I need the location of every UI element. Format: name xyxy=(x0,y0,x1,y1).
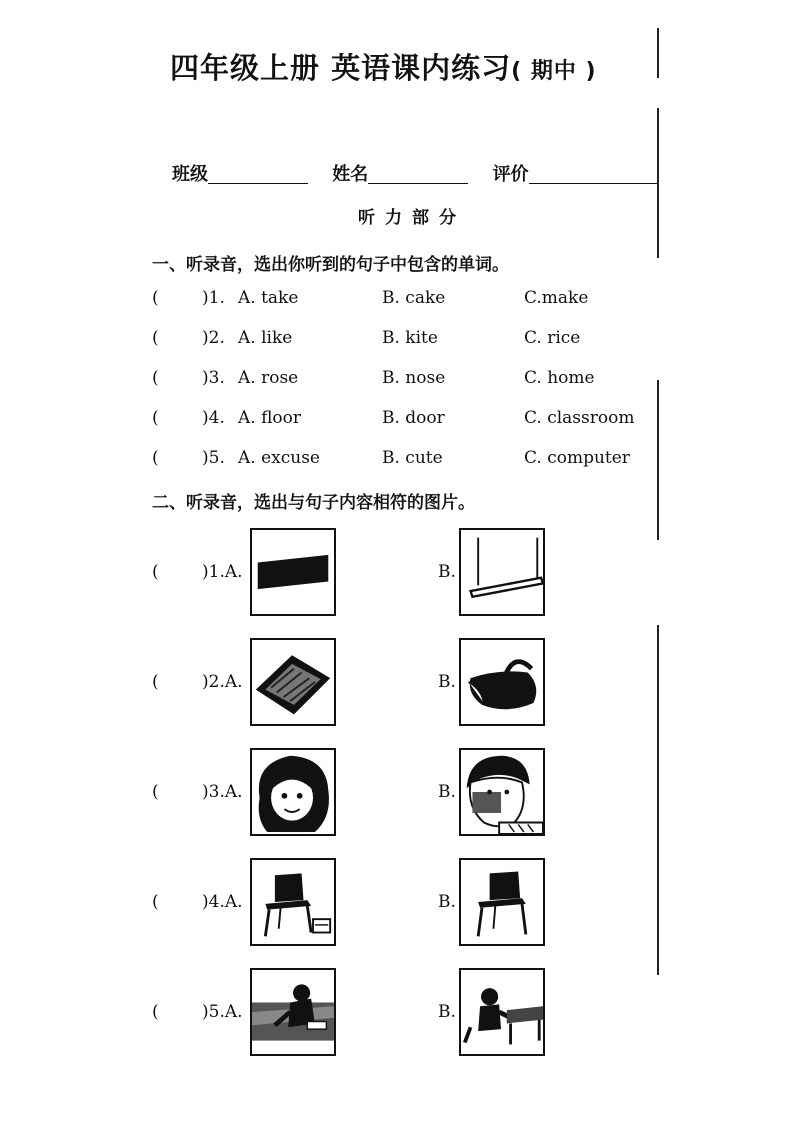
margin-line xyxy=(657,625,659,975)
option-c: C. home xyxy=(524,368,595,388)
boy-portrait-picture[interactable] xyxy=(459,748,545,836)
answer-blank[interactable]: ( xyxy=(152,368,159,388)
margin-line xyxy=(657,380,659,540)
answer-blank[interactable]: ( xyxy=(152,1002,159,1022)
grade-label: 评价 xyxy=(492,164,529,185)
answer-blank[interactable]: ( xyxy=(152,288,159,308)
option-b: B. cake xyxy=(382,288,446,308)
class-label: 班级 xyxy=(172,164,208,185)
ceiling-light-picture[interactable] xyxy=(459,528,545,616)
question-row xyxy=(152,368,652,392)
option-b-label: B. xyxy=(438,1002,456,1022)
answer-blank[interactable]: ( xyxy=(152,562,159,582)
answer-blank[interactable]: ( xyxy=(152,448,159,468)
question-row xyxy=(152,408,652,432)
question-number: )1. xyxy=(202,288,225,308)
answer-blank[interactable]: ( xyxy=(152,672,159,692)
margin-line xyxy=(657,28,659,78)
picture-question-row xyxy=(152,858,652,950)
blackboard-picture[interactable] xyxy=(250,528,336,616)
option-a: A. excuse xyxy=(238,448,320,468)
class-input-line[interactable] xyxy=(208,163,308,184)
question-row xyxy=(152,328,652,352)
question-number: )3. xyxy=(202,368,225,388)
picture-question-row xyxy=(152,748,652,840)
title-term: ( 期中 ) xyxy=(511,59,597,84)
option-b: B. nose xyxy=(382,368,446,388)
chair-with-box-picture[interactable] xyxy=(250,858,336,946)
answer-blank[interactable]: ( xyxy=(152,408,159,428)
picture-frame-picture[interactable] xyxy=(250,638,336,726)
option-c: C. computer xyxy=(524,448,630,468)
name-input-line[interactable] xyxy=(368,163,468,184)
part1-heading: 一、听录音，选出你听到的句子中包含的单词。 xyxy=(152,255,509,275)
option-b-label: B. xyxy=(438,892,456,912)
title-main: 四年级上册 英语课内练习 xyxy=(170,51,512,85)
answer-blank[interactable]: ( xyxy=(152,328,159,348)
picture-question-row xyxy=(152,528,652,620)
option-b-label: B. xyxy=(438,672,456,692)
option-b: B. kite xyxy=(382,328,438,348)
section-title: 听力部分 xyxy=(358,208,466,228)
option-b: B. cute xyxy=(382,448,443,468)
margin-line xyxy=(657,108,659,258)
schoolbag-picture[interactable] xyxy=(459,638,545,726)
student-info-row xyxy=(172,160,657,186)
question-number: )5.A. xyxy=(202,1002,243,1022)
question-number: )4.A. xyxy=(202,892,243,912)
grade-input-line[interactable] xyxy=(529,163,657,184)
option-c: C.make xyxy=(524,288,589,308)
boy-sweeping-desk-picture[interactable] xyxy=(459,968,545,1056)
name-label: 姓名 xyxy=(332,164,369,185)
picture-question-row xyxy=(152,638,652,730)
question-number: )2.A. xyxy=(202,672,243,692)
option-b-label: B. xyxy=(438,782,456,802)
question-number: )5. xyxy=(202,448,225,468)
answer-blank[interactable]: ( xyxy=(152,782,159,802)
boy-at-desk-picture[interactable] xyxy=(250,968,336,1056)
option-c: C. rice xyxy=(524,328,581,348)
option-a: A. rose xyxy=(238,368,299,388)
picture-question-row xyxy=(152,968,652,1060)
option-a: A. take xyxy=(238,288,299,308)
chair-picture[interactable] xyxy=(459,858,545,946)
part2-heading: 二、听录音，选出与句子内容相符的图片。 xyxy=(152,493,475,513)
option-a: A. like xyxy=(238,328,293,348)
question-number: )2. xyxy=(202,328,225,348)
worksheet-title xyxy=(170,46,640,87)
question-number: )1.A. xyxy=(202,562,243,582)
option-a: A. floor xyxy=(238,408,302,428)
answer-blank[interactable]: ( xyxy=(152,892,159,912)
option-b-label: B. xyxy=(438,562,456,582)
question-row xyxy=(152,288,652,312)
option-b: B. door xyxy=(382,408,445,428)
question-row xyxy=(152,448,652,472)
option-c: C. classroom xyxy=(524,408,635,428)
question-number: )4. xyxy=(202,408,225,428)
question-number: )3.A. xyxy=(202,782,243,802)
girl-portrait-picture[interactable] xyxy=(250,748,336,836)
